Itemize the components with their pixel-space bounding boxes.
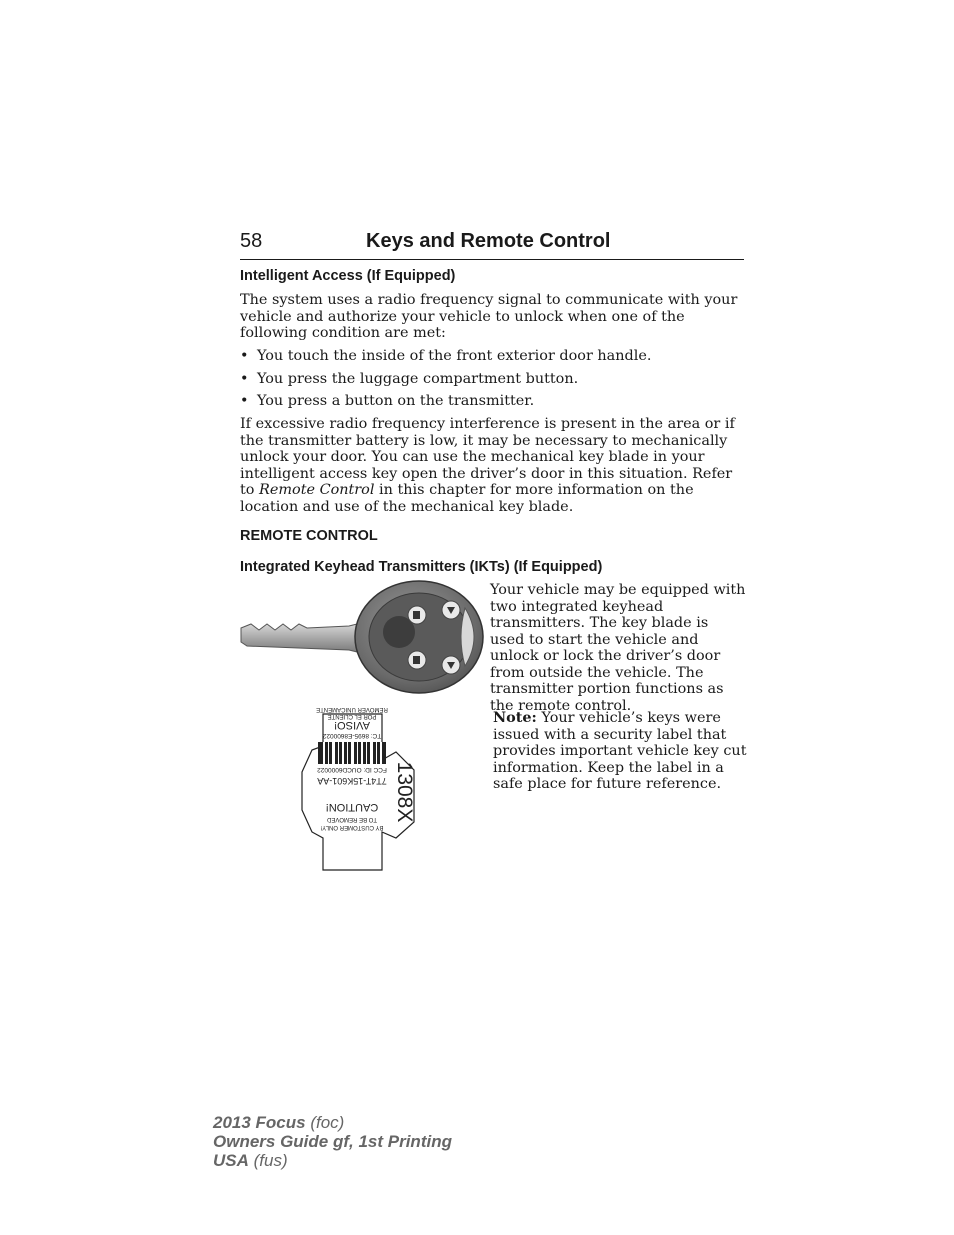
label-caution: CAUTION!: [325, 801, 379, 813]
key-security-label-illustration: [296, 706, 420, 875]
label-aviso: AVISO!: [334, 719, 370, 731]
page-footer: 2013 Focus (foc) Owners Guide gf, 1st Printing USA (fus): [213, 1113, 452, 1170]
list-item: • You touch the inside of the front exterior door handle.: [240, 348, 652, 364]
label-fcc-id: FCC ID: OUCD6000022: [317, 766, 387, 773]
label-aviso-note: REMOVER UNICAMENTE: [316, 706, 388, 712]
integrated-keyhead-transmitter-illustration: [239, 580, 484, 697]
key-blade: [241, 624, 357, 652]
subheading-ikt: Integrated Keyhead Transmitters (IKTs) (If Equipped): [240, 559, 603, 575]
label-part-number: 7T4T-15K601-AA: [317, 776, 387, 786]
bullet-text: You press the luggage compartment button.: [257, 371, 579, 387]
bullet-text: You press a button on the transmitter.: [257, 393, 535, 409]
list-item: • You press a button on the transmitter.: [240, 393, 535, 409]
bullet-text: You touch the inside of the front exterior door handle.: [257, 348, 652, 364]
intro-paragraph: The system uses a radio frequency signal to communicate with your vehicle and authorize your vehicle to unlock when one of the following condition are met:: [240, 292, 738, 341]
chapter-title: Keys and Remote Control: [366, 230, 611, 252]
note-label: Note:: [493, 709, 537, 726]
section-heading-intelligent-access: Intelligent Access (If Equipped): [240, 268, 456, 284]
label-caution-note: TO BE REMOVED: [327, 816, 377, 822]
label-key-code: 1308X: [393, 761, 416, 823]
ikt-description: Your vehicle may be equipped with two integrated keyhead transmitters. The key blade is used to start the vehicle and unlock or lock the driver’s door from outside the vehicle. The transmitter portion functions as the remote control.: [490, 582, 746, 714]
label-aviso-note: POR EL CLIENTE: [327, 713, 377, 719]
interference-paragraph: If excessive radio frequency interference is present in the area or if the transmitter battery is low, it may be necessary to mechanically unlock your door. You can use the mechanical key blade in your intelligent access key open the driver’s door in this situation. Refer to Remote Control in this chapter for more information on the location and use of the mechanical key blade.: [240, 416, 735, 515]
page-number: 58: [240, 230, 263, 252]
section-heading-remote-control: REMOTE CONTROL: [240, 528, 378, 544]
label-caution-note: BY CUSTOMER ONLY!: [320, 824, 384, 830]
note-paragraph: Note: Your vehicle’s keys were issued with a security label that provides important vehicle key cut information. Keep the label in a safe place for future reference.: [493, 709, 747, 792]
remote-control-reference: Remote Control: [259, 482, 375, 498]
label-tc-number: TC: 8695-E8600022: [322, 732, 382, 739]
list-item: • You press the luggage compartment button.: [240, 371, 579, 387]
page-header: [240, 229, 744, 260]
